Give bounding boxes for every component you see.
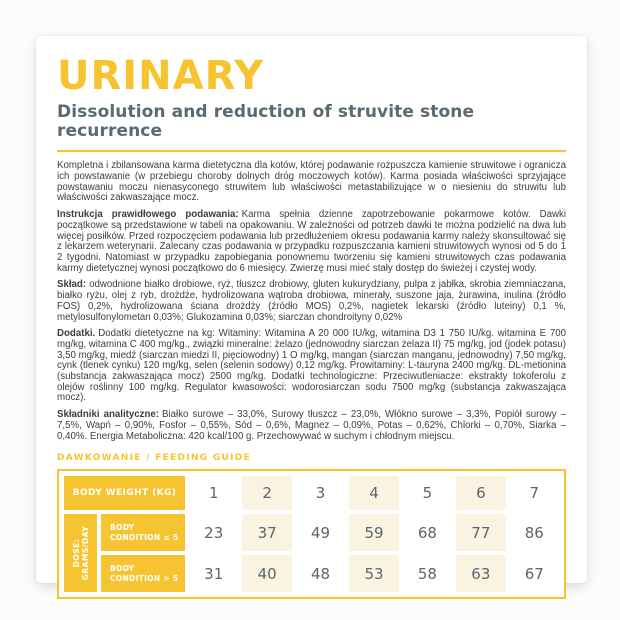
dose-axis-label-line1: DOSE:: [71, 538, 81, 568]
paragraph-text: Kompletna i zbilansowana karma dietetyczna dla kotów, której podawanie rozpuszcza kamienie struwitowe i ogranicza ich powstawanie (w przebiegu choroby dolnych dróg moczowych kotów). Karma posiada właściwości sprzyjające powstawaniu moczu nienasyconego struwitem lub właściwości metastabilizujące w o niesieniu do struwitu lub właściwości zakwaszające mocz.: [57, 160, 566, 204]
paragraph-lead: Skład:: [57, 279, 87, 291]
row-label-line2: CONDITION > 5: [110, 573, 179, 583]
dose-axis-label-line2: GRAMS/DAY: [80, 525, 90, 581]
dose-value: 63: [456, 555, 505, 592]
paragraph-text: Dodatki dietetyczne na kg: Witaminy: Witamina A 20 000 IU/kg, witamina D3 1 750 IU/kg. witamina E 700 mg/kg, witamina C 400 mg/kg., związki mineralne: żelazo (jednowodny siarczan żelaza II) 75 mg/kg, jod (jodek potasu) 3,50 mg/kg, miedź (siarczan miedzi II, pięciowodny) 1 O mg/kg, mangan (siarczan manganu, jednowodny) 7,50 mg/kg, cynk (tlenek cynku) 120 mg/kg, selen (selenin sodowy) 0,12 mg/kg. Prowitaminy: L-tauryna 2400 mg/kg. DL-metionina (substancja zakwaszająca mocz) 2500 mg/kg. Dodatki technologiczne: Przeciwutleniacze: ekstrakty tokoferolu z olejów roślinny 100 mg/kg. Regulator kwasowości: wodorosiarczan sodu 7500 mg/kg (substancja zakwaszająca mocz).: [57, 328, 566, 404]
product-title: URINARY: [57, 53, 265, 99]
dose-value: 86: [524, 523, 544, 542]
feeding-guide-table: [57, 469, 566, 599]
row-label-line1: BODY: [110, 523, 135, 533]
label-body-text: [57, 161, 566, 442]
paragraph-lead: Instrukcja prawidłowego podawania:: [57, 209, 239, 221]
paragraph-additives: [57, 329, 566, 404]
paragraph-description: [57, 161, 566, 204]
row-label-line1: BODY: [110, 564, 135, 574]
dose-value: 48: [311, 564, 331, 583]
paragraph-feeding-instructions: [57, 210, 566, 274]
paragraph-composition: [57, 280, 566, 323]
dose-axis-cell: [64, 514, 97, 592]
product-subtitle: Dissolution and reduction of struvite stone recurrence: [57, 102, 475, 141]
paragraph-lead: Składniki analityczne:: [57, 409, 160, 421]
weight-column-header: 2: [242, 476, 291, 510]
feeding-guide-heading: DAWKOWANIE / FEEDING GUIDE: [57, 453, 252, 464]
dose-value: 77: [456, 514, 505, 551]
weight-column-header: 3: [315, 484, 326, 503]
paragraph-text: Białko surowe – 33,0%, Surowy tłuszcz – 23,0%, Włókno surowe – 3,3%, Popiół surowy – 7,5%, Wapń – 0,90%, Fosfor – 0,55%, Sód – 0,6%, Magnez – 0,09%, Potas – 0,62%, Chlorki – 0,70%, Siarka – 0,40%. Energia Metaboliczna: 420 kcal/100 g. Przechowywać w suchym i chłodnym miejscu.: [57, 409, 566, 442]
dose-value: 53: [349, 555, 398, 592]
paragraph-text: Karma spełnia dzienne zapotrzebowanie pokarmowe kotów. Dawki początkowe są przedstawione w tabeli na opakowaniu. W zależności od potrzeb dawki te można podzielić na dwa lub więcej posiłków. Przed rozpoczęciem podawania lub przedłużeniem okresu podawania karmy należy skonsultować się z lekarzem weterynarii. Zalecany czas podawania w przypadku rozpuszczania kamieni struwitowych wynosi od 5 do 1 2 tygodni. Natomiast w przypadku zapobiegania ponownemu tworzeniu się kamieni struwitowych czas podawania karmy dietetycznej wynosi początkowo do 6 miesięcy. Zwierzę musi mieć stały dostęp do świeżej i czystej wody.: [57, 209, 566, 274]
weight-column-header: 4: [349, 476, 398, 510]
body-weight-header-cell: BODY WEIGHT (KG): [64, 476, 185, 510]
dose-axis-label: [72, 513, 90, 593]
dose-value: 68: [417, 523, 437, 542]
paragraph-analytical-constituents: [57, 410, 566, 442]
weight-column-header: 1: [208, 484, 219, 503]
paragraph-lead: Dodatki.: [57, 328, 96, 340]
dose-value: 58: [417, 564, 437, 583]
row-label-condition-gt5: [101, 555, 185, 592]
weight-column-header: 7: [529, 484, 540, 503]
dose-value: 59: [349, 514, 398, 551]
dose-value: 37: [242, 514, 291, 551]
weight-column-header: 6: [456, 476, 505, 510]
dose-value: 23: [204, 523, 224, 542]
dose-value: 40: [242, 555, 291, 592]
row-label-line2: CONDITION ≤ 5: [110, 532, 179, 542]
weight-column-header: 5: [422, 484, 433, 503]
dose-value: 67: [524, 564, 544, 583]
paragraph-text: odwodnione białko drobiowe, ryż, tłuszcz drobiowy, gluten kukurydziany, pulpa z jabłka, skrobia ziemniaczana, białko ryżu, olej z ryb, drożdże, hydrolizowana wątroba drobiowa, minerały, suszone jaja, żurawina, inulina (źródło FOS) 0,2%, hydrolizowana ściana drożdży (źródło MOS) 0,2%, nagietek lekarski (źródło luteiny) 0,1 %, metylosulfonylometan 0,03%; Glukozamina 0,03%; siarczan chondroityny 0,02%: [57, 279, 566, 323]
dose-value: 31: [204, 564, 224, 583]
product-label-card: [36, 36, 587, 583]
dose-value: 49: [311, 523, 331, 542]
row-label-condition-le5: [101, 514, 185, 551]
divider-line: [57, 150, 566, 152]
